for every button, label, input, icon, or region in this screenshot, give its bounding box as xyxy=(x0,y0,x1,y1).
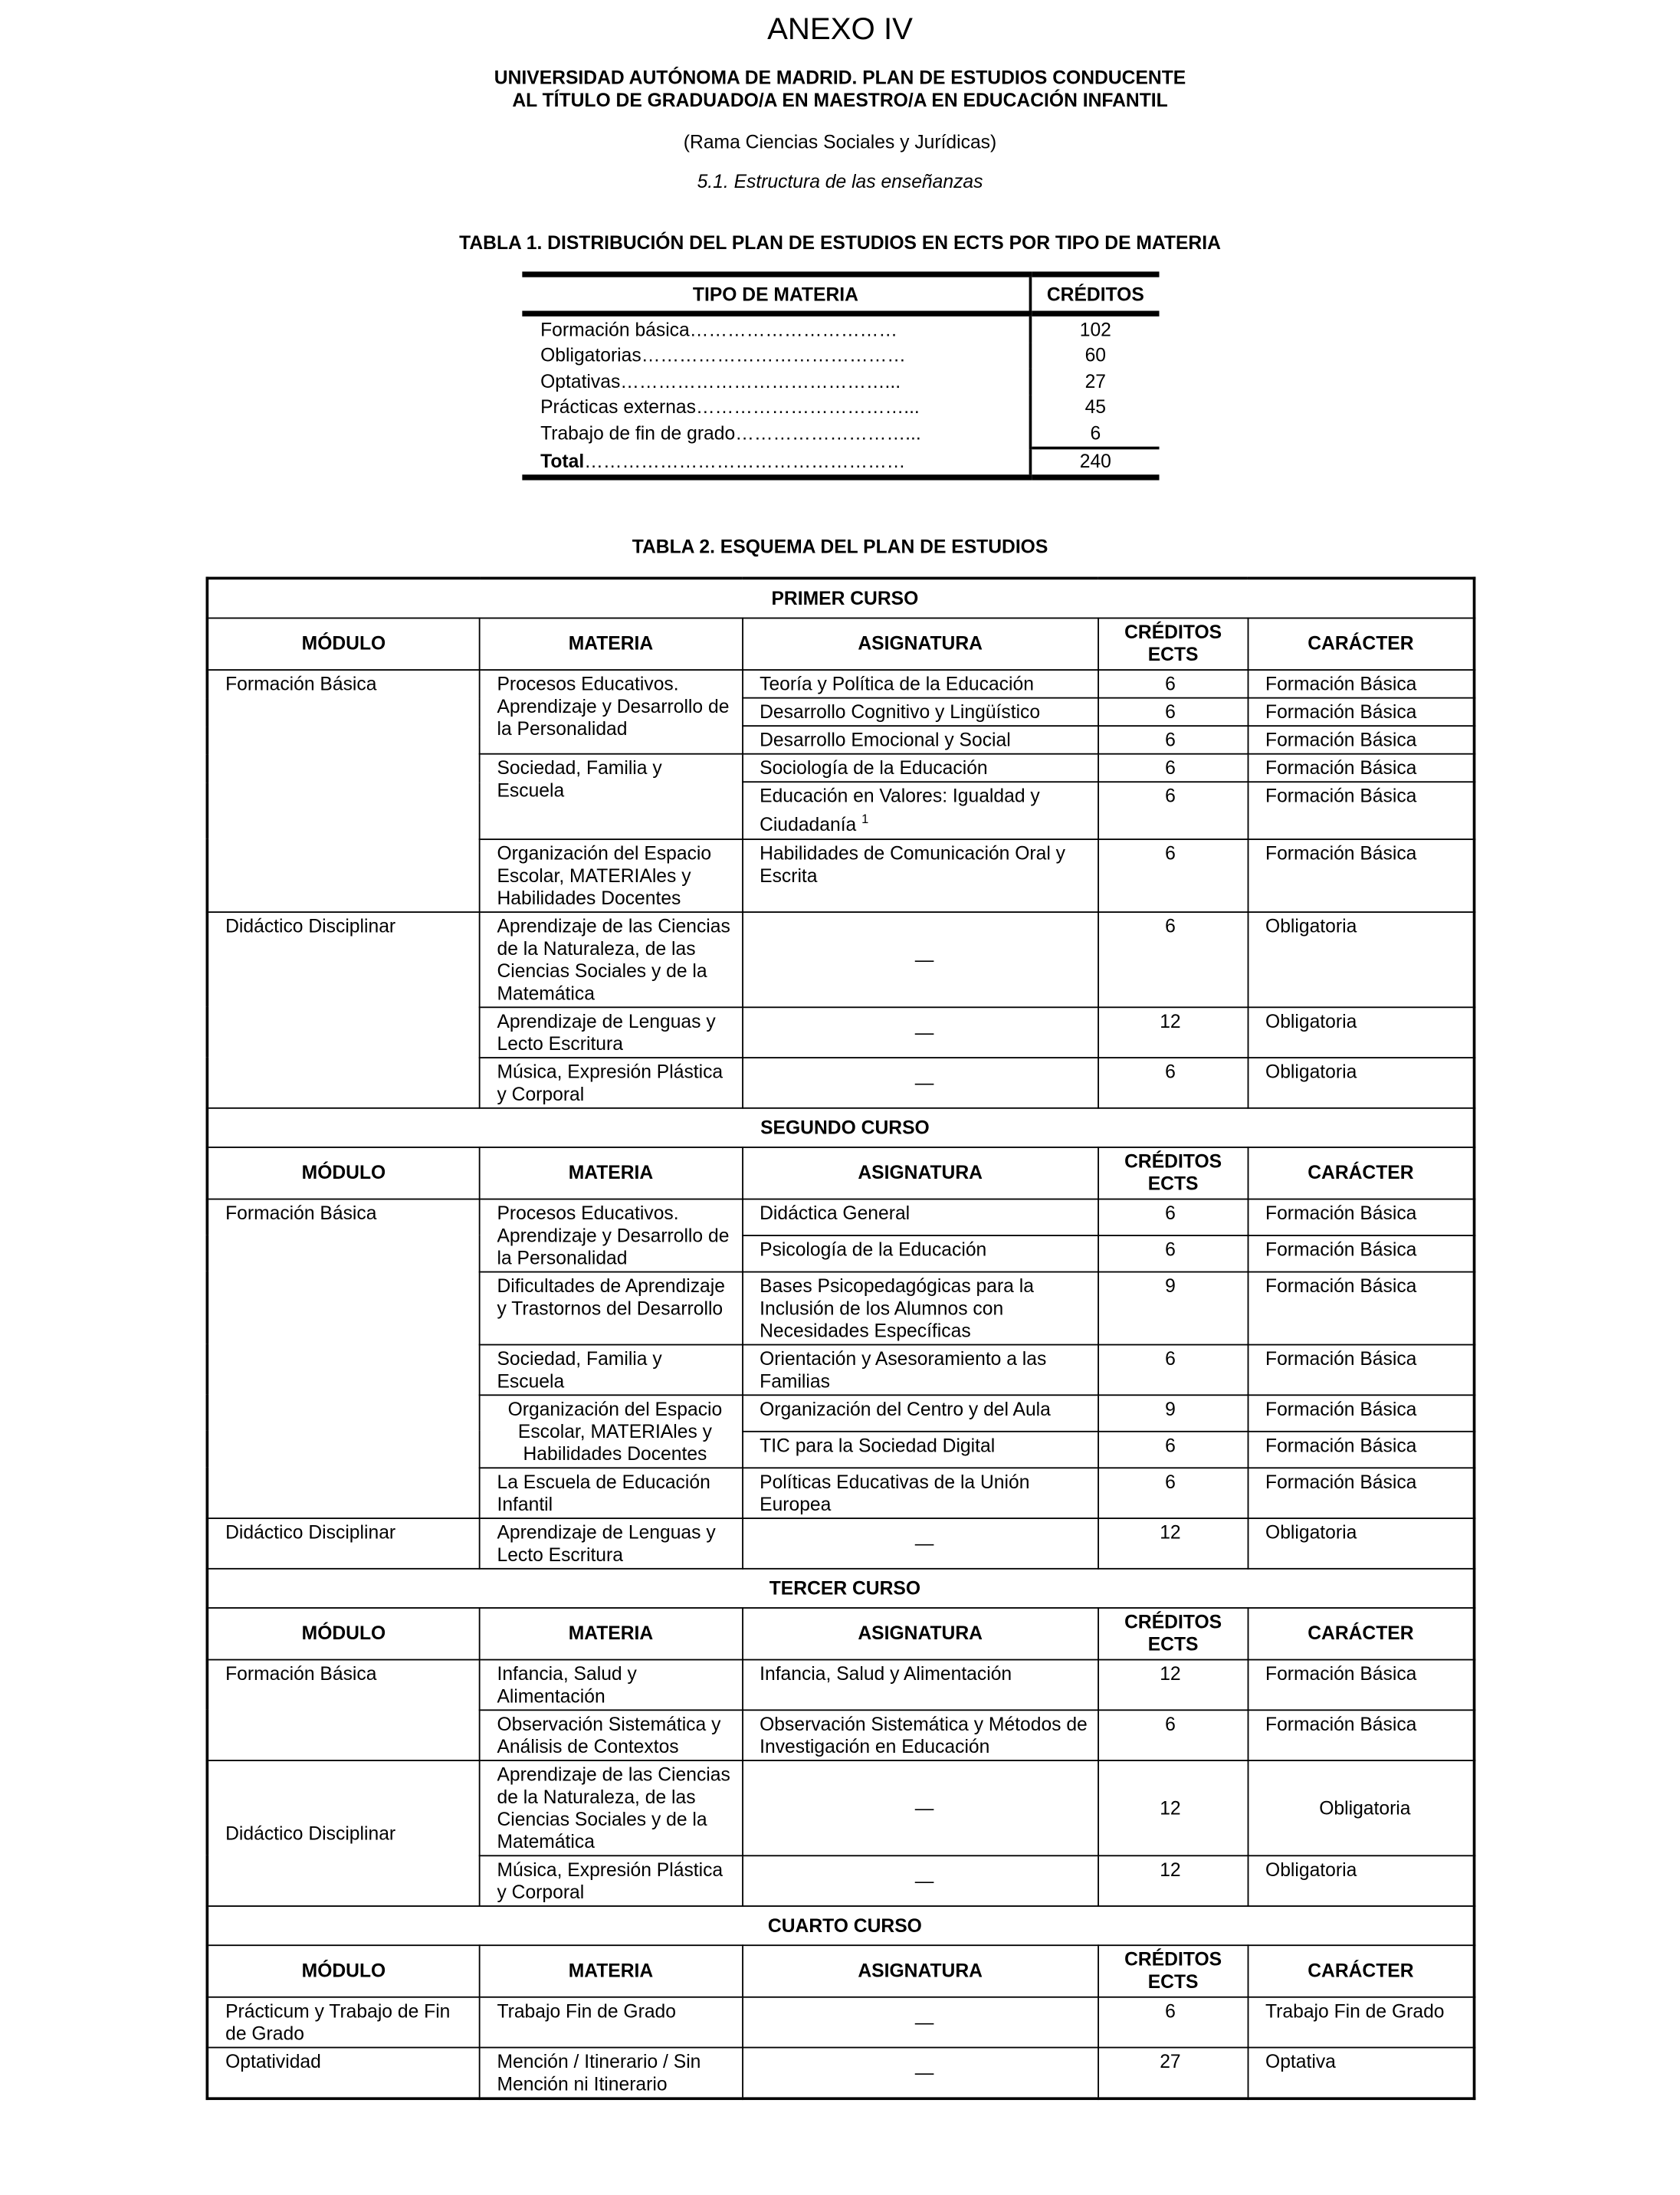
asignatura-text: Educación en Valores: Igualdad y Ciudadanía xyxy=(760,785,1040,835)
creditos-cell: 6 xyxy=(1098,726,1248,754)
caracter-cell: Formación Básica xyxy=(1248,754,1474,783)
table2-title: TABLA 2. ESQUEMA DEL PLAN DE ESTUDIOS xyxy=(632,536,1048,558)
header-row xyxy=(207,1944,1474,1996)
course-row xyxy=(207,578,1474,618)
creditos-cell: 60 xyxy=(1030,343,1159,369)
asignatura-cell xyxy=(742,911,1098,1006)
course-title: CUARTO CURSO xyxy=(207,1905,1474,1944)
asignatura-cell xyxy=(742,1709,1098,1760)
creditos-cell: 27 xyxy=(1030,368,1159,394)
caracter-cell: Trabajo Fin de Grado xyxy=(1248,1996,1474,2047)
total-dots: …………………………………………… xyxy=(584,450,906,472)
header-creditos xyxy=(1098,1607,1248,1659)
caracter-cell: Formación Básica xyxy=(1248,698,1474,727)
materia-cell: Trabajo Fin de Grado xyxy=(480,1996,743,2047)
caracter-cell: Formación Básica xyxy=(1248,1467,1474,1517)
header-creditos: CRÉDITOS xyxy=(1030,274,1159,313)
caracter-cell: Formación Básica xyxy=(1248,726,1474,754)
asignatura-text: Bases Psicopedagógicas para la Inclusión de los Alumnos con Necesidades Específicas xyxy=(760,1275,1034,1341)
branch-subtitle: (Rama Ciencias Sociales y Jurídicas) xyxy=(683,131,997,153)
caracter-cell: Obligatoria xyxy=(1248,1006,1474,1057)
asignatura-cell xyxy=(742,1431,1098,1467)
asignatura-text: Organización del Centro y del Aula xyxy=(760,1397,1051,1419)
materia-cell: Procesos Educativos. Aprendizaje y Desarrollo de la Personalidad xyxy=(480,670,743,754)
asignatura-text: Desarrollo Cognitivo y Lingüístico xyxy=(760,701,1041,723)
caracter-cell: Formación Básica xyxy=(1248,1659,1474,1710)
asignatura-text: Infancia, Salud y Alimentación xyxy=(760,1662,1012,1684)
materia-cell: Aprendizaje de las Ciencias de la Naturaleza, de las Ciencias Sociales y de la Matemática xyxy=(480,911,743,1006)
table-row xyxy=(207,1199,1474,1235)
modulo-cell: Formación Básica xyxy=(207,1199,479,1517)
asignatura-cell xyxy=(742,1855,1098,1905)
asignatura-text: Psicología de la Educación xyxy=(760,1238,987,1260)
materia-cell: Sociedad, Familia y Escuela xyxy=(480,754,743,839)
header-modulo: MÓDULO xyxy=(207,618,479,670)
asignatura-cell xyxy=(742,1199,1098,1235)
creditos-cell: 45 xyxy=(1030,394,1159,420)
creditos-cell: 27 xyxy=(1098,2047,1248,2098)
materia-cell: Aprendizaje de Lenguas y Lecto Escritura xyxy=(480,1006,743,1057)
asignatura-cell xyxy=(742,726,1098,754)
table-row xyxy=(207,670,1474,698)
asignatura-text: — xyxy=(914,1021,934,1042)
caracter-cell: Formación Básica xyxy=(1248,1394,1474,1430)
creditos-cell: 6 xyxy=(1098,754,1248,783)
table-row xyxy=(207,1517,1474,1568)
annex-title: ANEXO IV xyxy=(767,11,913,47)
header-line: CRÉDITOS ECTS xyxy=(1124,622,1222,665)
modulo-cell: Formación Básica xyxy=(207,1659,479,1760)
asignatura-cell xyxy=(742,782,1098,838)
caracter-cell: Formación Básica xyxy=(1248,782,1474,838)
university-line-2: AL TÍTULO DE GRADUADO/A EN MAESTRO/A EN EDUCACIÓN INFANTIL xyxy=(512,89,1168,111)
asignatura-text: — xyxy=(914,2011,934,2033)
creditos-cell: 6 xyxy=(1098,698,1248,727)
asignatura-text: — xyxy=(914,1532,934,1554)
asignatura-cell xyxy=(742,1467,1098,1517)
creditos-cell: 12 xyxy=(1098,1517,1248,1568)
header-row xyxy=(207,618,1474,670)
asignatura-cell xyxy=(742,698,1098,727)
caracter-cell: Formación Básica xyxy=(1248,1709,1474,1760)
creditos-cell: 6 xyxy=(1098,1235,1248,1271)
course-title: PRIMER CURSO xyxy=(207,578,1474,618)
caracter-cell: Obligatoria xyxy=(1248,1057,1474,1107)
caracter-cell: Formación Básica xyxy=(1248,1344,1474,1395)
asignatura-cell xyxy=(742,1996,1098,2047)
caracter-cell: Formación Básica xyxy=(1248,1235,1474,1271)
total-row xyxy=(522,448,1159,477)
header-materia: MATERIA xyxy=(480,1944,743,1996)
asignatura-text: Observación Sistemática y Métodos de Investigación en Educación xyxy=(760,1712,1088,1757)
creditos-cell: 6 xyxy=(1098,670,1248,698)
materia-cell: Infancia, Salud y Alimentación xyxy=(480,1659,743,1710)
caracter-cell: Formación Básica xyxy=(1248,1199,1474,1235)
header-materia: MATERIA xyxy=(480,1147,743,1199)
caracter-cell: Optativa xyxy=(1248,2047,1474,2098)
creditos-cell: 6 xyxy=(1098,1709,1248,1760)
modulo-cell: Didáctico Disciplinar xyxy=(207,1760,479,1905)
footnote-marker: 1 xyxy=(861,812,869,826)
materia-cell: La Escuela de Educación Infantil xyxy=(480,1467,743,1517)
creditos-cell: 9 xyxy=(1098,1271,1248,1344)
tipo-cell: Trabajo de fin de grado………………………... xyxy=(540,423,921,445)
creditos-cell: 102 xyxy=(1030,313,1159,342)
asignatura-text: Teoría y Política de la Educación xyxy=(760,673,1034,695)
asignatura-text: Desarrollo Emocional y Social xyxy=(760,729,1011,751)
header-caracter: CARÁCTER xyxy=(1248,1944,1474,1996)
study-plan-table xyxy=(206,577,1476,2100)
table-row xyxy=(207,1996,1474,2047)
asignatura-cell xyxy=(742,2047,1098,2098)
modulo-cell: Didáctico Disciplinar xyxy=(207,911,479,1107)
asignatura-cell xyxy=(742,1344,1098,1395)
asignatura-text: — xyxy=(914,2061,934,2083)
header-caracter: CARÁCTER xyxy=(1248,1147,1474,1199)
materia-cell: Observación Sistemática y Análisis de Contextos xyxy=(480,1709,743,1760)
header-line: CRÉDITOS ECTS xyxy=(1124,1947,1222,1992)
total-label: Total xyxy=(540,450,585,472)
materia-cell: Aprendizaje de Lenguas y Lecto Escritura xyxy=(480,1517,743,1568)
header-modulo: MÓDULO xyxy=(207,1147,479,1199)
asignatura-text: Sociología de la Educación xyxy=(760,757,988,779)
table-row xyxy=(522,394,1159,420)
header-caracter: CARÁCTER xyxy=(1248,1607,1474,1659)
asignatura-text: — xyxy=(914,1796,934,1818)
asignatura-cell xyxy=(742,1659,1098,1710)
asignatura-cell xyxy=(742,1517,1098,1568)
header-row xyxy=(207,1147,1474,1199)
caracter-cell: Formación Básica xyxy=(1248,1431,1474,1467)
table-row xyxy=(522,343,1159,369)
total-creditos: 240 xyxy=(1030,448,1159,477)
creditos-cell: 6 xyxy=(1098,782,1248,838)
caracter-cell: Formación Básica xyxy=(1248,670,1474,698)
table1-title: TABLA 1. DISTRIBUCIÓN DEL PLAN DE ESTUDIOS EN ECTS POR TIPO DE MATERIA xyxy=(459,232,1221,254)
header-creditos xyxy=(1098,1147,1248,1199)
creditos-cell: 6 xyxy=(1098,1344,1248,1395)
materia-cell: Dificultades de Aprendizaje y Trastornos del Desarrollo xyxy=(480,1271,743,1344)
creditos-cell: 6 xyxy=(1098,838,1248,911)
table-row xyxy=(207,911,1474,1006)
asignatura-cell xyxy=(742,1760,1098,1855)
materia-cell: Música, Expresión Plástica y Corporal xyxy=(480,1855,743,1905)
creditos-cell: 6 xyxy=(1098,1431,1248,1467)
university-heading xyxy=(0,67,1680,112)
table-row xyxy=(207,1659,1474,1710)
asignatura-text: — xyxy=(914,1869,934,1891)
materia-cell: Música, Expresión Plástica y Corporal xyxy=(480,1057,743,1107)
course-title: SEGUNDO CURSO xyxy=(207,1107,1474,1147)
header-asignatura: ASIGNATURA xyxy=(742,1944,1098,1996)
tipo-cell: Formación básica…………………………… xyxy=(540,319,898,340)
table-row xyxy=(522,313,1159,342)
caracter-cell: Obligatoria xyxy=(1248,1855,1474,1905)
asignatura-cell xyxy=(742,670,1098,698)
creditos-cell: 6 xyxy=(1098,1199,1248,1235)
modulo-cell: Formación Básica xyxy=(207,670,479,911)
asignatura-cell xyxy=(742,838,1098,911)
asignatura-text: Habilidades de Comunicación Oral y Escrita xyxy=(760,842,1066,886)
asignatura-cell xyxy=(742,754,1098,783)
modulo-cell: Prácticum y Trabajo de Fin de Grado xyxy=(207,1996,479,2047)
header-asignatura: ASIGNATURA xyxy=(742,618,1098,670)
creditos-cell: 12 xyxy=(1098,1006,1248,1057)
asignatura-text: Políticas Educativas de la Unión Europea xyxy=(760,1470,1030,1514)
caracter-cell: Formación Básica xyxy=(1248,1271,1474,1344)
materia-cell: Mención / Itinerario / Sin Mención ni Itinerario xyxy=(480,2047,743,2098)
total-cell xyxy=(522,448,1030,477)
creditos-cell: 6 xyxy=(1098,1996,1248,2047)
header-materia: MATERIA xyxy=(480,1607,743,1659)
asignatura-text: — xyxy=(914,1071,934,1093)
header-caracter: CARÁCTER xyxy=(1248,618,1474,670)
materia-cell: Organización del Espacio Escolar, MATERIAles y Habilidades Docentes xyxy=(480,1394,743,1467)
modulo-cell: Optatividad xyxy=(207,2047,479,2098)
header-materia: MATERIA xyxy=(480,618,743,670)
modulo-cell: Didáctico Disciplinar xyxy=(207,1517,479,1568)
asignatura-text: TIC para la Sociedad Digital xyxy=(760,1434,996,1455)
creditos-cell: 12 xyxy=(1098,1760,1248,1855)
header-modulo: MÓDULO xyxy=(207,1607,479,1659)
caracter-cell: Obligatoria xyxy=(1248,911,1474,1006)
table-row xyxy=(207,1760,1474,1855)
caracter-cell: Obligatoria xyxy=(1248,1517,1474,1568)
creditos-cell: 6 xyxy=(1098,911,1248,1006)
header-line: CRÉDITOS ECTS xyxy=(1124,1610,1222,1655)
asignatura-cell xyxy=(742,1271,1098,1344)
header-creditos xyxy=(1098,1944,1248,1996)
materia-cell: Organización del Espacio Escolar, MATERIAles y Habilidades Docentes xyxy=(480,838,743,911)
header-asignatura: ASIGNATURA xyxy=(742,1147,1098,1199)
asignatura-cell xyxy=(742,1394,1098,1430)
header-modulo: MÓDULO xyxy=(207,1944,479,1996)
creditos-cell: 6 xyxy=(1030,420,1159,448)
creditos-cell: 12 xyxy=(1098,1855,1248,1905)
asignatura-cell xyxy=(742,1006,1098,1057)
tipo-cell: Optativas……………………………………... xyxy=(540,370,901,392)
asignatura-text: Orientación y Asesoramiento a las Familias xyxy=(760,1347,1047,1391)
table-row xyxy=(522,420,1159,448)
header-asignatura: ASIGNATURA xyxy=(742,1607,1098,1659)
materia-cell: Sociedad, Familia y Escuela xyxy=(480,1344,743,1395)
course-title: TERCER CURSO xyxy=(207,1568,1474,1607)
credits-distribution-table xyxy=(522,271,1159,480)
creditos-cell: 6 xyxy=(1098,1057,1248,1107)
creditos-cell: 12 xyxy=(1098,1659,1248,1710)
header-line: CRÉDITOS ECTS xyxy=(1124,1150,1222,1194)
header-creditos xyxy=(1098,618,1248,670)
course-row xyxy=(207,1107,1474,1147)
materia-cell: Aprendizaje de las Ciencias de la Naturaleza, de las Ciencias Sociales y de la Matemática xyxy=(480,1760,743,1855)
course-row xyxy=(207,1905,1474,1944)
header-tipo: TIPO DE MATERIA xyxy=(522,274,1030,313)
asignatura-cell xyxy=(742,1057,1098,1107)
caracter-cell: Formación Básica xyxy=(1248,838,1474,911)
section-heading: 5.1. Estructura de las enseñanzas xyxy=(697,170,983,192)
asignatura-cell xyxy=(742,1235,1098,1271)
tipo-cell: Prácticas externas……………………………... xyxy=(540,396,920,418)
university-line-1: UNIVERSIDAD AUTÓNOMA DE MADRID. PLAN DE ESTUDIOS CONDUCENTE xyxy=(494,67,1186,89)
materia-cell: Procesos Educativos. Aprendizaje y Desarrollo de la Personalidad xyxy=(480,1199,743,1271)
table-row xyxy=(207,2047,1474,2098)
asignatura-text: — xyxy=(914,948,934,970)
creditos-cell: 9 xyxy=(1098,1394,1248,1430)
asignatura-text: Didáctica General xyxy=(760,1202,911,1223)
creditos-cell: 6 xyxy=(1098,1467,1248,1517)
caracter-cell: Obligatoria xyxy=(1248,1760,1474,1855)
tipo-cell: Obligatorias…………………………………… xyxy=(540,344,906,366)
header-row xyxy=(207,1607,1474,1659)
course-row xyxy=(207,1568,1474,1607)
table-row xyxy=(522,368,1159,394)
